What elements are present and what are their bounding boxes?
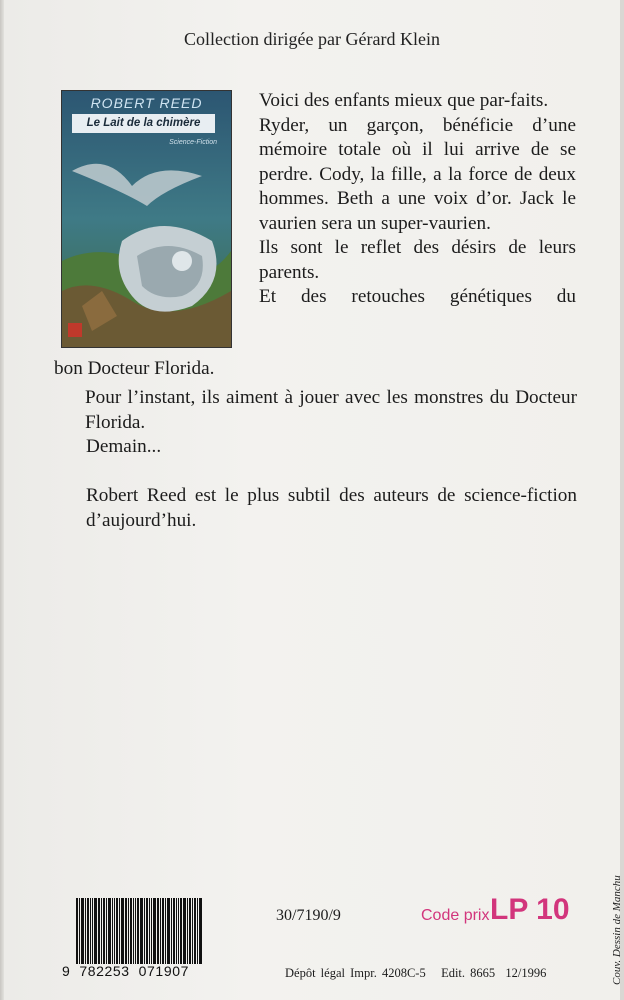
blurb-paragraph: Demain... — [86, 436, 162, 457]
blurb-paragraph: Robert Reed est le plus subtil des auteurs de science-fiction d’aujourd’hui. — [86, 485, 577, 531]
price-code: LP 10 — [490, 893, 570, 926]
blurb-paragraph-4 — [86, 484, 577, 533]
cover-author: ROBERT REED — [90, 95, 203, 111]
cover-title: Le Lait de la chimère — [72, 114, 215, 133]
blurb-paragraph: Pour l’instant, ils aiment à jouer avec les monstres du Docteur Florida. — [85, 387, 577, 433]
cover-genre: Science-Fiction — [169, 139, 217, 146]
blurb-paragraph: Ryder, un garçon, bénéficie d’une mémoire totale où il lui arrive de se perdre. Cody, la fille, a la force de deux hommes. Beth a une voix d’or. Jack le vaurien sera un super-vaurien. — [259, 114, 576, 234]
blurb-continuation — [54, 357, 577, 382]
publisher-logo — [68, 323, 82, 337]
blurb-right-column — [259, 89, 576, 310]
blurb-paragraph: Voici des enfants mieux que par-faits. — [259, 90, 549, 111]
legal-deposit: Dépôt légal Impr. 4208C-5 Edit. 8665 12/1996 — [285, 966, 547, 980]
blurb-continuation-line: bon Docteur Florida. — [54, 358, 215, 379]
collection-header: Collection dirigée par Gérard Klein — [184, 29, 440, 49]
blurb-paragraph-2 — [86, 386, 577, 435]
isbn-barcode — [76, 898, 236, 964]
cover-credit: Couv. Dessin de Manchu — [611, 875, 623, 985]
code-prix-label: Code prix — [421, 907, 490, 924]
blurb-paragraph: Et des retouches génétiques du — [259, 286, 576, 307]
blurb-paragraph-3 — [86, 435, 577, 460]
book-code: 30/7190/9 — [276, 907, 341, 924]
blurb-paragraph: Ils sont le reflet des désirs de leurs parents. — [259, 237, 576, 283]
book-cover-thumbnail — [61, 90, 232, 348]
barcode-number: 9 782253 071907 — [62, 963, 189, 979]
